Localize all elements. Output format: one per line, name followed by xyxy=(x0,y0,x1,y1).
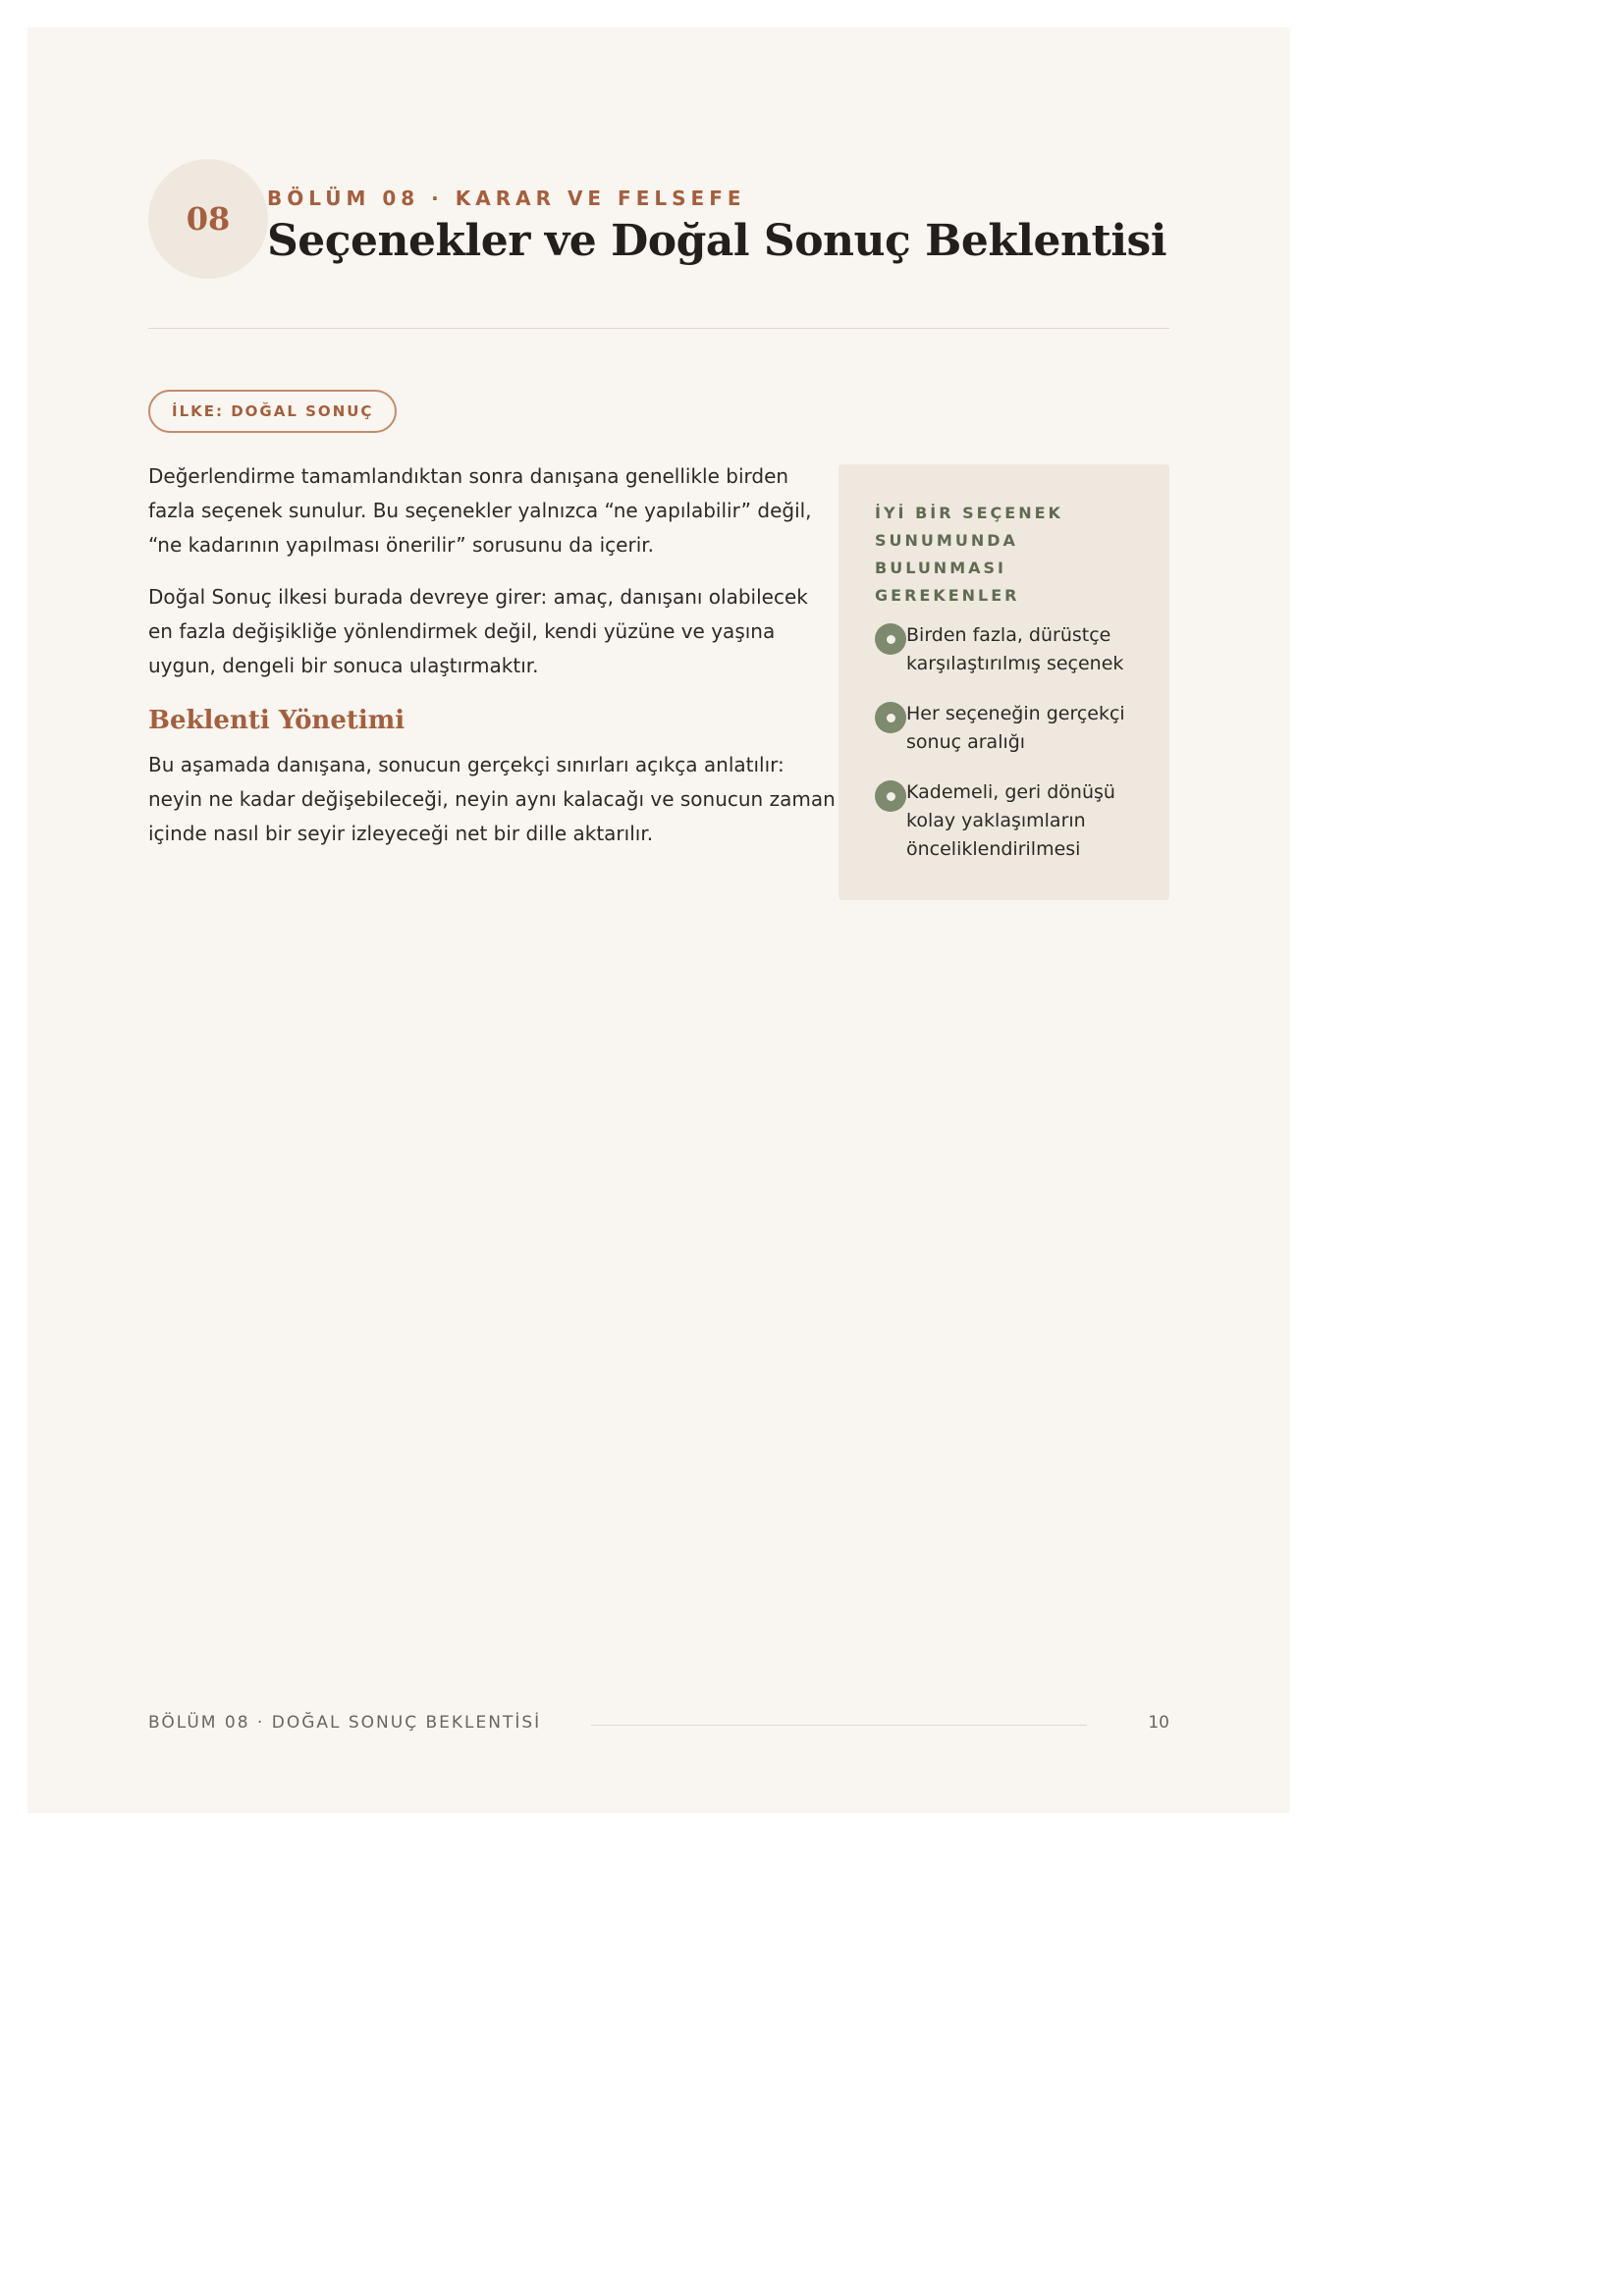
list-item-text: Kademeli, geri dönüşü kolay yaklaşımların önceliklendirilmesi xyxy=(906,781,1115,860)
main-text-column xyxy=(148,459,836,869)
chapter-number-badge: 08 xyxy=(148,159,268,279)
body-paragraph: Değerlendirme tamamlandıktan sonra danışana genellikle birden fazla seçenek sunulur. Bu seçenekler yalnızca “ne yapılabilir” değil, “ne kadarının yapılması önerilir” sorusunu da içerir. xyxy=(148,464,812,557)
list-item-text: Birden fazla, dürüstçe karşılaştırılmış seçenek xyxy=(906,624,1124,674)
list-item xyxy=(875,778,1140,864)
bullet-dot-icon xyxy=(875,780,906,812)
page-number: 10 xyxy=(1148,1713,1169,1733)
page-title: Seçenekler ve Doğal Sonuç Beklentisi xyxy=(267,216,1167,266)
header-divider xyxy=(148,328,1169,329)
body-paragraph: Doğal Sonuç ilkesi burada devreye girer: amaç, danışanı olabilecek en fazla değişikliğe yönlendirmek değil, kendi yüzüne ve yaşına uygun, dengeli bir sonuca ulaştırmaktır. xyxy=(148,585,808,677)
document-page xyxy=(27,27,1290,1813)
footer-divider xyxy=(591,1725,1087,1726)
list-item xyxy=(875,621,1140,678)
bullet-dot-icon xyxy=(875,702,906,733)
principle-tag: İLKE: DOĞAL SONUÇ xyxy=(148,390,397,433)
list-item-text: Her seçeneğin gerçekçi sonuç aralığı xyxy=(906,703,1125,753)
chapter-header xyxy=(148,159,1169,355)
sidebar-callout xyxy=(839,464,1169,900)
footer-running-title: BÖLÜM 08 · DOĞAL SONUÇ BEKLENTİSİ xyxy=(148,1713,542,1733)
section-subheading: Beklenti Yönetimi xyxy=(148,706,406,735)
list-item xyxy=(875,700,1140,757)
body-paragraph: Bu aşamada danışana, sonucun gerçekçi sınırları açıkça anlatılır: neyin ne kadar değişebileceği, neyin aynı kalacağı ve sonucun zaman içinde nasıl bir seyir izleyeceği net bir dille aktarılır. xyxy=(148,753,836,845)
callout-title: İYİ BİR SEÇENEK SUNUMUNDA BULUNMASI GEREKENLER xyxy=(875,504,1063,605)
bullet-dot-icon xyxy=(875,623,906,655)
chapter-kicker: BÖLÜM 08 · KARAR VE FELSEFE xyxy=(267,187,746,210)
callout-list xyxy=(875,621,1140,864)
